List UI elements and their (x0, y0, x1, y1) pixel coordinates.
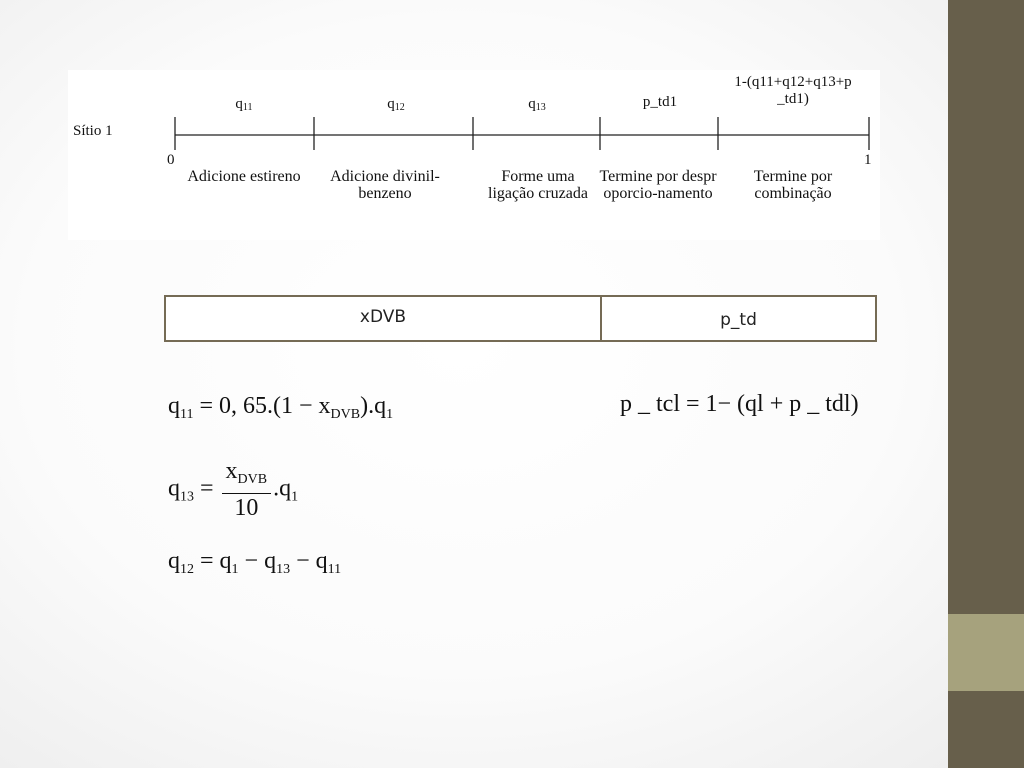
segment-label-q12: $q_{12}$ (387, 96, 405, 113)
bar-label-p-td: p_td (720, 310, 757, 330)
equation-q13: $q_{13}$ = $\frac{x_{DVB}}{10}$ $.q_1$ (168, 458, 299, 521)
tick-label-end: 1 (864, 152, 872, 168)
site-label: Sítio 1 (73, 123, 113, 139)
segment-label-q11: $q_{11}$ (235, 96, 253, 113)
segment-description-4: Termine por desproporcio-namento (599, 168, 717, 202)
equation-q12: $q_{12} = q_1 - q_{13} - q_{11}$ (168, 548, 342, 577)
bar-segment-xdvb (164, 295, 602, 342)
segment-description-3: Forme uma ligação cruzada (488, 168, 588, 202)
segment-label-remainder: 1-(q11+q12+q13+p_td1) (734, 74, 852, 107)
segment-description-5: Termine por combinação (753, 168, 833, 202)
sidebar-accent-block (948, 614, 1024, 691)
tick-label-start: 0 (167, 152, 175, 168)
equation-p-tcl: p _ tcl = 1− (ql + p _ tdl) (620, 391, 859, 417)
segment-label-p-td1: p_td1 (642, 94, 678, 110)
timeline-axis (0, 0, 948, 250)
segment-description-2: Adicione divinil-benzeno (330, 168, 440, 202)
fraction: $\frac{x_{DVB}}{10}$ (222, 458, 272, 522)
segment-label-q13: $q_{13}$ (528, 96, 546, 113)
equation-q11: $q_{11} = 0$, $65.(1 - x_{DVB}).q_1$ (168, 393, 394, 422)
bar-label-xdvb: xDVB (359, 307, 407, 327)
segment-description-1: Adicione estireno (187, 168, 301, 185)
bar-segment-p-td (600, 295, 877, 342)
